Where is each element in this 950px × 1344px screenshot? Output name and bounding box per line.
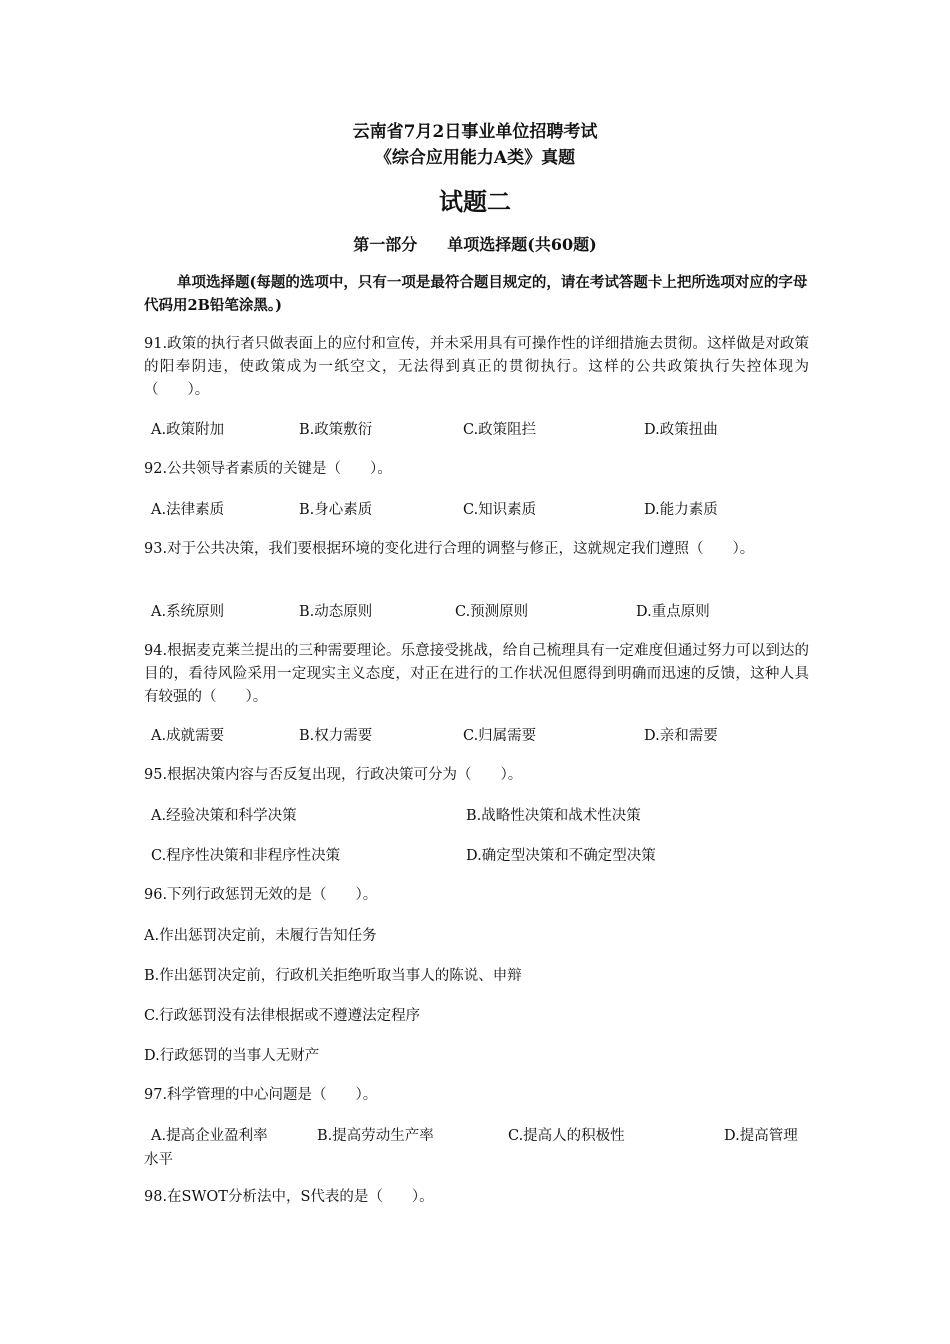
option-b: B.政策敷衍 [299, 422, 373, 438]
option-c: C.程序性决策和非程序性决策 [151, 848, 341, 864]
option-a: A.经验决策和科学决策 [151, 808, 297, 824]
section-title: 单项选择题(共60题) [447, 235, 597, 254]
option-a: A.系统原则 [151, 604, 225, 620]
question-92: 92.公共领导者素质的关键是（ ）。 [144, 461, 392, 477]
option-d: D.行政惩罚的当事人无财产 [144, 1048, 320, 1064]
option-a: A.提高企业盈利率 [151, 1128, 268, 1144]
exam-subject: 《综合应用能力A类》真题 [374, 148, 576, 168]
option-c: C.行政惩罚没有法律根据或不遵遵法定程序 [144, 1008, 421, 1024]
options-92 [0, 498, 950, 522]
question-97: 97.科学管理的中心问题是（ ）。 [144, 1087, 378, 1103]
question-98: 98.在SWOT分析法中，S代表的是（ ）。 [144, 1189, 434, 1205]
options-94 [0, 724, 950, 748]
options-95-row1 [0, 804, 950, 828]
option-c: C.政策阻拦 [463, 422, 537, 438]
option-a: A.成就需要 [151, 728, 225, 744]
question-91: 91.政策的执行者只做表面上的应付和宣传，并未采用具有可操作性的详细措施去贯彻。这样做是对政策的阳奉阴违，使政策成为一纸空文，无法得到真正的贯彻执行。这样的公共政策执行失控体现为（ ）。 [144, 336, 809, 398]
option-d: D.重点原则 [636, 604, 710, 620]
question-96: 96.下列行政惩罚无效的是（ ）。 [144, 887, 378, 903]
question-93: 93.对于公共决策，我们要根据环境的变化进行合理的调整与修正，这就规定我们遵照（ ）。 [144, 541, 755, 557]
paper-subtitle: 试题二 [439, 188, 511, 216]
section-label: 第一部分 [353, 235, 418, 254]
option-b: B.动态原则 [299, 604, 373, 620]
option-a: A.作出惩罚决定前，未履行告知任务 [144, 928, 377, 944]
option-c: C.归属需要 [463, 728, 537, 744]
option-b: B.权力需要 [299, 728, 373, 744]
option-a: A.法律素质 [151, 502, 225, 518]
option-d: D.政策扭曲 [644, 422, 718, 438]
options-93 [0, 600, 950, 624]
options-97 [0, 1124, 950, 1148]
question-95: 95.根据决策内容与否反复出现，行政决策可分为（ ）。 [144, 767, 523, 783]
option-b: B.提高劳动生产率 [317, 1128, 434, 1144]
option-b: B.身心素质 [299, 502, 373, 518]
options-91 [0, 418, 950, 442]
option-b: B.战略性决策和战术性决策 [466, 808, 641, 824]
option-d: D.亲和需要 [644, 728, 718, 744]
option-d: D.确定型决策和不确定型决策 [466, 848, 656, 864]
option-c: C.知识素质 [463, 502, 537, 518]
option-d: D.提高管理 [724, 1128, 798, 1144]
question-94: 94.根据麦克莱兰提出的三种需要理论。乐意接受挑战，给自己梳理具有一定难度但通过努力可以到达的目的，看待风险采用一定现实主义态度，对正在进行的工作状况但愿得到明确而迅速的反馈，这种人具有较强的（ ）。 [144, 643, 809, 705]
exam-title: 云南省7月2日事业单位招聘考试 [352, 122, 598, 142]
instructions: 单项选择题(每题的选项中，只有一项是最符合题目规定的，请在考试答题卡上把所选项对应的字母代码用2B铅笔涂黑。) [144, 274, 808, 314]
section-heading [0, 232, 950, 255]
option-a: A.政策附加 [151, 422, 225, 438]
options-95-row2 [0, 844, 950, 868]
option-c: C.预测原则 [455, 604, 529, 620]
option-d-wrap: 水平 [144, 1152, 173, 1168]
option-c: C.提高人的积极性 [508, 1128, 625, 1144]
option-d: D.能力素质 [644, 502, 718, 518]
option-b: B.作出惩罚决定前，行政机关拒绝听取当事人的陈说、申辩 [144, 968, 522, 984]
